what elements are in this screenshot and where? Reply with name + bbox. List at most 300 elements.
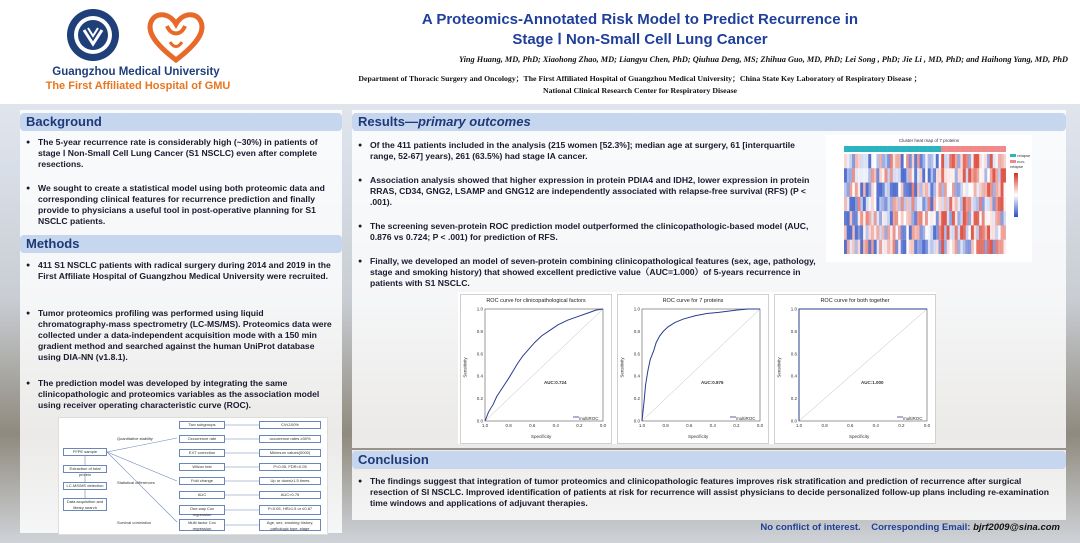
heatmap-cell <box>882 168 885 182</box>
roc-reference-line <box>799 309 927 421</box>
heatmap-annotation-cell <box>995 146 998 152</box>
heatmap-cell <box>920 211 923 225</box>
heatmap-legend-nonrelapse-label: non-relapse <box>1010 159 1026 169</box>
heatmap-cells <box>844 146 1006 258</box>
heatmap-cell <box>984 225 987 239</box>
heatmap-cell <box>874 183 877 197</box>
heatmap-cell <box>852 225 855 239</box>
heatmap-cell <box>933 225 936 239</box>
heatmap-cell <box>987 197 990 211</box>
heatmap-cell <box>960 154 963 168</box>
heatmap-cell <box>941 240 944 254</box>
heatmap-annotation-cell <box>909 146 912 152</box>
heatmap-cell <box>936 154 939 168</box>
heatmap-cell <box>860 168 863 182</box>
roc-ytick-label: 1.0 <box>790 306 797 312</box>
heatmap-cell <box>874 154 877 168</box>
heatmap-annotation-cell <box>971 146 974 152</box>
heatmap-cell <box>960 168 963 182</box>
heatmap-cell <box>909 197 912 211</box>
heatmap-annotation-cell <box>982 146 985 152</box>
heatmap-cell <box>944 211 947 225</box>
heatmap-cell <box>903 225 906 239</box>
heatmap-cell <box>930 197 933 211</box>
heatmap-cell <box>957 154 960 168</box>
heatmap-cell <box>903 183 906 197</box>
roc-xtick-label: 0.8 <box>662 423 669 428</box>
heatmap-cell <box>879 211 882 225</box>
heatmap-cell <box>966 168 969 182</box>
heatmap-cell <box>925 154 928 168</box>
heatmap-cell <box>930 225 933 239</box>
no-conflict-text: No conflict of interest. <box>760 522 861 533</box>
heatmap-cell <box>993 211 996 225</box>
heatmap-cell <box>901 225 904 239</box>
heatmap-cell <box>936 211 939 225</box>
heatmap-cell <box>901 211 904 225</box>
heatmap-cell <box>944 168 947 182</box>
methods-bullet-1: ● 411 S1 NSCLC patients with radical surgery during 2014 and 2019 in the First Affiliate Hospital of Guangzhou Medical University were recruited. <box>38 260 334 282</box>
heatmap-annotation-cell <box>966 146 969 152</box>
heatmap-cell <box>971 154 974 168</box>
heatmap-cell <box>912 168 915 182</box>
heatmap-cell <box>876 225 879 239</box>
roc-plot-combined <box>774 294 936 444</box>
heatmap-cell <box>963 197 966 211</box>
heatmap-title: Cluster heat map of 7 proteins <box>898 138 960 143</box>
roc-legend: multiROC <box>736 416 756 421</box>
heatmap-cell <box>995 168 998 182</box>
heatmap-annotation-cell <box>876 146 879 152</box>
roc-xtick-label: 0.2 <box>733 423 740 428</box>
flow-middle-box: One-way Cox regression <box>179 505 225 515</box>
heatmap-cell <box>974 183 977 197</box>
heatmap-cell <box>871 240 874 254</box>
heatmap-cell <box>979 225 982 239</box>
heatmap-colorscale <box>1014 173 1018 217</box>
heatmap-cell <box>879 240 882 254</box>
heatmap-cell <box>963 154 966 168</box>
flow-middle-box: AUC <box>179 491 225 499</box>
roc-ytick-label: 0.0 <box>790 418 797 424</box>
heatmap-annotation-cell <box>906 146 909 152</box>
heatmap-cell <box>939 168 942 182</box>
heatmap-cell <box>887 211 890 225</box>
heatmap-cell <box>906 183 909 197</box>
heatmap-cell <box>957 240 960 254</box>
roc-title: ROC curve for both together <box>820 298 890 304</box>
heatmap-cell <box>858 197 861 211</box>
flow-right-box: Age, sex, smoking history, pathologic type, stage <box>259 519 321 531</box>
roc-ytick-label: 0.6 <box>476 351 483 357</box>
heatmap-cell <box>866 240 869 254</box>
flow-right-box: occurrence rates ≥30% <box>259 435 321 443</box>
heatmap-annotation-cell <box>847 146 850 152</box>
heatmap-cell <box>968 240 971 254</box>
heatmap-annotation-cell <box>922 146 925 152</box>
background-bullet-2: ● We sought to create a statistical model using both proteomic data and corresponding clinical features for recurrence prediction and finally provide to physicians a useful tool in post-operative planning for S1 NSCLC patients. <box>38 183 334 227</box>
heatmap-cell <box>847 240 850 254</box>
heatmap-cell <box>887 168 890 182</box>
heatmap-cell <box>893 240 896 254</box>
heatmap-cell <box>963 240 966 254</box>
heatmap-cell <box>912 211 915 225</box>
heatmap-cell <box>868 168 871 182</box>
heatmap-annotation-cell <box>893 146 896 152</box>
heatmap-cell <box>855 225 858 239</box>
heatmap-legend-relapse-label: relapse <box>1017 153 1031 158</box>
heatmap-cell <box>860 197 863 211</box>
heatmap-cell <box>968 183 971 197</box>
heatmap-cell <box>906 197 909 211</box>
heatmap-cell <box>982 240 985 254</box>
heatmap-cell <box>941 225 944 239</box>
heatmap-cell <box>879 225 882 239</box>
heatmap-cell <box>952 211 955 225</box>
heatmap-cell <box>949 183 952 197</box>
heatmap-cell <box>895 154 898 168</box>
heatmap-cell <box>874 240 877 254</box>
heatmap-annotation-cell <box>914 146 917 152</box>
heatmap-annotation-cell <box>1003 146 1006 152</box>
heatmap-annotation-cell <box>930 146 933 152</box>
heatmap-cell <box>944 197 947 211</box>
heatmap-cell <box>976 240 979 254</box>
heatmap-cell <box>993 168 996 182</box>
affiliation-line1: Department of Thoracic Surgery and Oncology；The First Affiliated Hospital of Guangzhou Medical University；China State Key Laboratory of Respiratory Disease ； <box>358 74 922 83</box>
heatmap-cell <box>871 197 874 211</box>
heatmap-annotation-cell <box>941 146 944 152</box>
heatmap-cell <box>847 168 850 182</box>
heatmap-annotation-cell <box>1001 146 1004 152</box>
heatmap-cell <box>925 225 928 239</box>
heatmap-cell <box>925 240 928 254</box>
heatmap-cell <box>852 240 855 254</box>
flow-middle-box: Wilcox test <box>179 463 225 471</box>
heatmap-cell <box>941 197 944 211</box>
heatmap-cell <box>903 197 906 211</box>
heatmap-cell <box>939 154 942 168</box>
heatmap-cell <box>871 168 874 182</box>
heatmap-annotation-cell <box>933 146 936 152</box>
heatmap-cell <box>868 225 871 239</box>
roc-xtick-label: 0.0 <box>923 423 931 428</box>
roc-xtick-label: 0.4 <box>872 423 879 428</box>
heatmap-cell <box>909 168 912 182</box>
roc-ylabel: Sensitivity <box>619 357 625 378</box>
roc-ytick-label: 0.6 <box>633 351 640 357</box>
heatmap-cell <box>914 197 917 211</box>
heatmap-cell <box>957 183 960 197</box>
heatmap-cell <box>898 240 901 254</box>
results-bullet-4: ● Finally, we developed an model of seven-protein combining clinicopathological features (sex, age, pathology, stage and smoking history) that showed excellent predictive value（AUC=1.000）of 5-years recurrence in patients with S1 NSCLC. <box>370 256 816 289</box>
roc-ytick-label: 0.8 <box>633 328 640 334</box>
university-name: Guangzhou Medical University <box>52 66 220 78</box>
heatmap-cell <box>990 168 993 182</box>
heatmap-cell <box>922 183 925 197</box>
heatmap-cell <box>858 168 861 182</box>
heatmap-annotation-cell <box>903 146 906 152</box>
heatmap-cell <box>898 225 901 239</box>
heatmap-cell <box>982 168 985 182</box>
heatmap-cell <box>979 183 982 197</box>
heatmap-cell <box>968 197 971 211</box>
heatmap-cell <box>936 240 939 254</box>
heatmap-cell <box>971 240 974 254</box>
heatmap-cell <box>917 197 920 211</box>
heatmap-cell <box>998 154 1001 168</box>
flow-right-box: AUC>0.75 <box>259 491 321 499</box>
heatmap-cell <box>914 240 917 254</box>
heatmap-cell <box>903 240 906 254</box>
heatmap-cell <box>944 183 947 197</box>
heatmap-cell <box>957 211 960 225</box>
heatmap-cell <box>868 211 871 225</box>
heatmap-cell <box>912 154 915 168</box>
heatmap-cell <box>871 211 874 225</box>
heatmap-cell <box>876 154 879 168</box>
heatmap-cell <box>939 211 942 225</box>
heatmap-cell <box>949 154 952 168</box>
flow-left-box: Extraction of total protein <box>63 465 107 473</box>
heatmap-cell <box>979 154 982 168</box>
heatmap-cell <box>998 211 1001 225</box>
roc-xtick-label: 0.4 <box>709 423 716 428</box>
heatmap-cell <box>847 211 850 225</box>
heatmap-cell <box>849 225 852 239</box>
results-heading-italic: primary outcomes <box>417 114 531 129</box>
heatmap-cell <box>858 183 861 197</box>
heatmap-annotation-cell <box>974 146 977 152</box>
heatmap-cell <box>860 211 863 225</box>
heatmap-cell <box>1003 197 1006 211</box>
heatmap-cell <box>909 183 912 197</box>
heatmap-cell <box>906 154 909 168</box>
heatmap-annotation-cell <box>976 146 979 152</box>
roc-xtick-label: 0.4 <box>552 423 559 428</box>
heatmap-cell <box>922 168 925 182</box>
flow-middle-box: EXT correction <box>179 449 225 457</box>
background-bullet-1: ● The 5-year recurrence rate is considerably high (~30%) in patients of stage Ⅰ Non-Small Cell Lung Cancer (S1 NSCLC) even after complete resections. <box>38 137 334 170</box>
heatmap-cell <box>866 211 869 225</box>
heatmap-cell <box>849 211 852 225</box>
heatmap-cell <box>976 197 979 211</box>
heatmap-cell <box>990 211 993 225</box>
heatmap-cell <box>914 154 917 168</box>
heatmap-cell <box>957 225 960 239</box>
heatmap-cell <box>987 240 990 254</box>
heatmap-cell <box>893 197 896 211</box>
heatmap-cell <box>1003 168 1006 182</box>
roc-xtick-label: 0.8 <box>821 423 828 428</box>
heatmap-cell <box>849 197 852 211</box>
heatmap-cell <box>982 211 985 225</box>
heatmap-cell <box>933 154 936 168</box>
heatmap-annotation-cell <box>920 146 923 152</box>
heatmap-annotation-cell <box>887 146 890 152</box>
heatmap-cell <box>871 225 874 239</box>
heatmap-annotation-cell <box>898 146 901 152</box>
heatmap-legend-nonrelapse <box>1010 159 1032 169</box>
heatmap-cell <box>874 168 877 182</box>
heatmap-annotation-cell <box>874 146 877 152</box>
roc-xtick-label: 0.6 <box>686 423 693 428</box>
heatmap-cell <box>971 168 974 182</box>
heatmap-cell <box>863 154 866 168</box>
heatmap-cell <box>893 168 896 182</box>
heatmap-cell <box>858 154 861 168</box>
heatmap-cell <box>855 240 858 254</box>
heatmap-cell <box>914 211 917 225</box>
heatmap-annotation-cell <box>936 146 939 152</box>
heatmap-cell <box>874 197 877 211</box>
roc-ytick-label: 0.0 <box>633 418 640 424</box>
heatmap-cell <box>893 183 896 197</box>
heatmap-cell <box>1003 225 1006 239</box>
heatmap-cell <box>993 225 996 239</box>
heatmap-cell <box>844 183 847 197</box>
background-heading: Background <box>20 113 342 131</box>
heatmap-cell <box>885 154 888 168</box>
heatmap-cell <box>933 183 936 197</box>
heatmap-cell <box>993 240 996 254</box>
heatmap-cell <box>982 154 985 168</box>
heatmap-cell <box>890 154 893 168</box>
heatmap-cell <box>917 154 920 168</box>
roc-xtick-label: 0.8 <box>505 423 512 428</box>
heatmap-cell <box>952 197 955 211</box>
heatmap-cell <box>949 211 952 225</box>
heatmap-cell <box>960 197 963 211</box>
heatmap-cell <box>971 197 974 211</box>
roc-xlabel: Specificity <box>849 434 870 439</box>
heatmap-cell <box>844 154 847 168</box>
heatmap-cell <box>855 154 858 168</box>
heatmap-cell <box>920 240 923 254</box>
heatmap-cell <box>949 197 952 211</box>
heatmap-cell <box>966 225 969 239</box>
heatmap-cell <box>966 183 969 197</box>
heatmap-cell <box>852 168 855 182</box>
heatmap-cell <box>849 168 852 182</box>
heatmap-cell <box>847 154 850 168</box>
heatmap-cell <box>887 225 890 239</box>
roc-xtick-label: 1.0 <box>795 423 803 428</box>
heatmap-cell <box>882 225 885 239</box>
heatmap-cell <box>876 197 879 211</box>
roc-ytick-label: 0.4 <box>633 373 640 379</box>
heatmap-cell <box>987 225 990 239</box>
heatmap-cell <box>901 197 904 211</box>
heatmap-cell <box>849 154 852 168</box>
hospital-heart-logo <box>145 8 207 64</box>
results-heading <box>352 113 1066 131</box>
heatmap-cell <box>971 225 974 239</box>
heatmap-cell <box>930 211 933 225</box>
heatmap-cell <box>912 197 915 211</box>
heatmap-cell <box>987 154 990 168</box>
flow-middle-box: Two subgroups <box>179 421 225 429</box>
heatmap-cell <box>860 183 863 197</box>
heatmap-cell <box>887 154 890 168</box>
heatmap-cell <box>925 168 928 182</box>
heatmap-cell <box>990 197 993 211</box>
heatmap-cell <box>966 197 969 211</box>
heatmap-cell <box>874 211 877 225</box>
heatmap-cell <box>949 240 952 254</box>
heatmap-cell <box>885 240 888 254</box>
heatmap-cell <box>890 240 893 254</box>
heatmap-cell <box>984 154 987 168</box>
heatmap-cell <box>974 225 977 239</box>
heatmap-cell <box>844 211 847 225</box>
heatmap-cell <box>990 240 993 254</box>
heatmap-cell <box>866 197 869 211</box>
heatmap-cell <box>917 225 920 239</box>
heatmap-cell <box>936 183 939 197</box>
heatmap-cell <box>922 225 925 239</box>
flow-group-label: Statistical differences <box>117 480 155 485</box>
authors-line: Ying Huang, MD, PhD; Xiaohong Zhao, MD; Liangyu Chen, PhD; Qiuhua Deng, MS; Zhihua Guo, MD, PhD; Lei Song , PhD; Jie Li , MD, PhD; and Haihong Yang, MD, PhD <box>458 55 1068 64</box>
heatmap-cell <box>914 183 917 197</box>
heatmap-annotation-cell <box>952 146 955 152</box>
heatmap-cell <box>898 211 901 225</box>
heatmap-cell <box>928 225 931 239</box>
heatmap-cell <box>998 183 1001 197</box>
flow-left-box: Data acquisition and library search <box>63 498 107 511</box>
methods-heading: Methods <box>20 235 342 253</box>
heatmap-annotation-cell <box>960 146 963 152</box>
heatmap-cell <box>895 211 898 225</box>
heatmap-annotation-cell <box>863 146 866 152</box>
heatmap-cell <box>847 197 850 211</box>
heatmap-annotation-cell <box>890 146 893 152</box>
heatmap-cell <box>855 168 858 182</box>
heatmap-cell <box>1003 211 1006 225</box>
heatmap-cell <box>974 240 977 254</box>
roc-legend: multiROC <box>579 416 599 421</box>
heatmap-cell <box>955 168 958 182</box>
heatmap-cell <box>882 183 885 197</box>
heatmap-cell <box>930 154 933 168</box>
heatmap-annotation-cell <box>849 146 852 152</box>
flow-right-box: P<0.05, FDR<0.05 <box>259 463 321 471</box>
heatmap-cell <box>895 240 898 254</box>
email-address[interactable]: bjrf2009@sina.com <box>973 522 1060 533</box>
heatmap-cell <box>920 225 923 239</box>
roc-auc-label: AUC:1.000 <box>861 380 884 385</box>
heatmap-cell <box>885 211 888 225</box>
roc-ytick-label: 0.8 <box>476 328 483 334</box>
heatmap-cell <box>879 183 882 197</box>
heatmap-annotation-cell <box>895 146 898 152</box>
heatmap-cell <box>887 183 890 197</box>
heatmap-cell <box>925 197 928 211</box>
heatmap-annotation-cell <box>844 146 847 152</box>
flow-middle-box: Occurrence rate <box>179 435 225 443</box>
heatmap-cell <box>952 168 955 182</box>
heatmap-annotation-cell <box>871 146 874 152</box>
heatmap-annotation-cell <box>901 146 904 152</box>
heatmap-annotation-cell <box>944 146 947 152</box>
heatmap-cell <box>876 211 879 225</box>
heatmap-cell <box>979 211 982 225</box>
heatmap-cell <box>898 154 901 168</box>
heatmap-cell <box>984 240 987 254</box>
heatmap-cell <box>922 197 925 211</box>
heatmap-cell <box>955 154 958 168</box>
heatmap-annotation-cell <box>879 146 882 152</box>
